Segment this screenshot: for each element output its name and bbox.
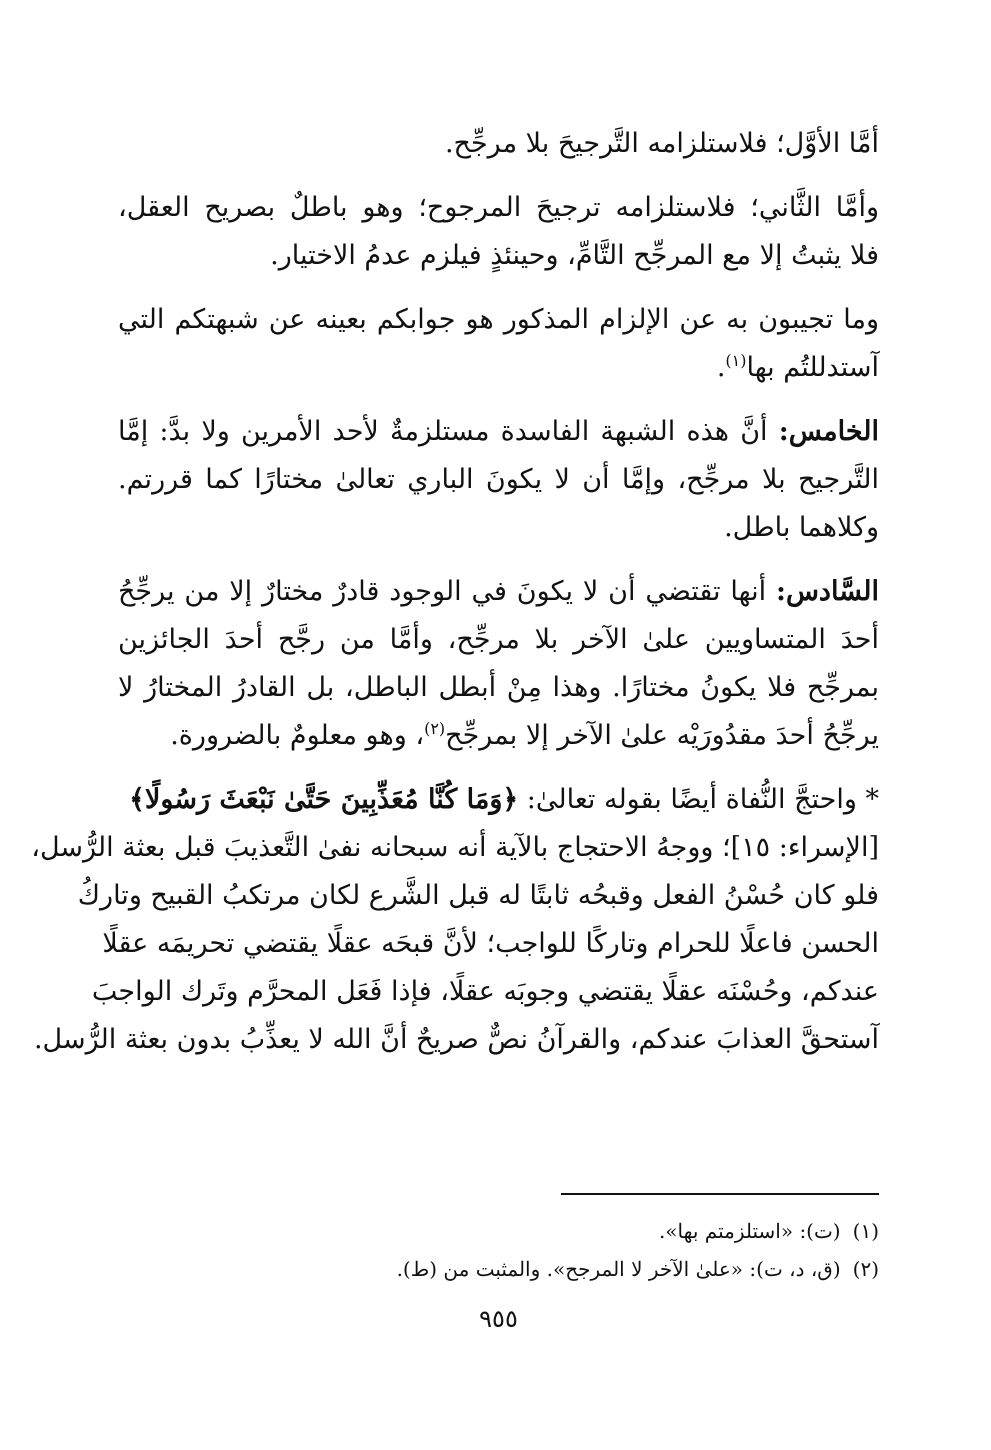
paragraph-3-line-2 — [118, 344, 879, 392]
paragraph-4-line-2: التَّرجيح بلا مرجِّح، وإمَّا أن لا يكونَ الباري تعالىٰ مختارًا كما قررتم. — [118, 464, 879, 495]
section-heading-sixth: السَّادس: — [776, 576, 879, 607]
paragraph-1-line-1: أمَّا الأوَّل؛ فلاستلزامه التَّرجيحَ بلا مرجِّح. — [444, 128, 879, 159]
footnote-ref-1[interactable]: (١) — [725, 351, 747, 370]
paragraph-3-tail: . — [716, 352, 726, 383]
paragraph-3-line-1: وما تجيبون به عن الإلزام المذكور هو جوابكم بعينه عن شبهتكم التي — [118, 304, 879, 335]
paragraph-5 — [118, 568, 879, 760]
paragraph-3 — [118, 296, 879, 392]
paragraph-4-line-3: وكلاهما باطل. — [724, 512, 879, 543]
paragraph-2-line-1: وأمَّا الثَّاني؛ فلاستلزامه ترجيحَ المرجوح؛ وهو باطلٌ بصريح العقل، — [118, 192, 879, 223]
paragraph-5-line-1-text: أنها تقتضي أن لا يكونَ في الوجود قادرٌ مختارٌ إلا من يرجِّحُ — [118, 576, 776, 607]
footnote-1-text: (ت): «استلزمتم بها». — [658, 1219, 841, 1243]
page-number: ٩٥٥ — [479, 1305, 518, 1333]
paragraph-4-line-1-text: أنَّ هذه الشبهة الفاسدة مستلزمةٌ لأحد الأمرين ولا بدَّ: إمَّا — [118, 416, 779, 447]
paragraph-6-line-3: فلو كان حُسْنُ الفعل وقبحُه ثابتًا له قبل الشَّرع لكان مرتكبُ القبيح وتاركُ — [77, 880, 879, 911]
paragraph-5-line-3: بمرجِّح فلا يكونُ مختارًا. وهذا مِنْ أبطل الباطل، بل القادرُ المختارُ لا — [118, 672, 879, 703]
paragraph-4 — [118, 408, 879, 552]
paragraph-5-line-1 — [118, 568, 879, 616]
footnote-ref-2[interactable]: (٢) — [424, 719, 446, 738]
paragraph-6-line-4: الحسن فاعلًا للحرام وتاركًا للواجب؛ لأنَّ قبحَه عقلًا يقتضي تحريمَه عقلًا — [102, 928, 879, 959]
footnote-2 — [118, 1250, 879, 1288]
footnote-divider — [561, 1193, 879, 1195]
paragraph-2-line-2: فلا يثبتُ إلا مع المرجِّح التَّامِّ، وحينئذٍ فيلزم عدمُ الاختيار. — [270, 240, 879, 271]
footnote-2-number: (٢) — [852, 1257, 879, 1281]
paragraph-6-line-6: آستحقَّ العذابَ عندكم، والقرآنُ نصٌّ صريحٌ أنَّ الله لا يعذِّبُ بدون بعثة الرُّسل. — [33, 1024, 879, 1055]
footnote-1-number: (١) — [852, 1219, 879, 1243]
paragraph-3-line-2-text: آستدللتُم بها — [746, 352, 879, 383]
footnote-1 — [118, 1212, 879, 1250]
paragraph-5-tail: ، وهو معلومٌ بالضرورة. — [170, 720, 425, 751]
quran-verse: ﴿وَمَا كُنَّا مُعَذِّبِينَ حَتَّىٰ نَبْعَثَ رَسُولًا﴾ — [129, 784, 519, 815]
paragraph-6-intro: * واحتجَّ النُّفاة أيضًا بقوله تعالىٰ: — [518, 784, 879, 815]
footnote-2-text: (ق، د، ت): «علىٰ الآخر لا المرجح». والمثبت من (ط). — [396, 1257, 841, 1281]
paragraph-5-line-4 — [118, 712, 879, 760]
paragraph-6-line-1 — [118, 776, 879, 824]
paragraph-2 — [118, 184, 879, 280]
paragraph-5-line-2: أحدَ المتساويين علىٰ الآخر بلا مرجِّح، وأمَّا من رجَّح أحدَ الجائزين — [118, 624, 879, 655]
page-body — [31, 120, 879, 1450]
footnotes — [118, 1212, 879, 1288]
paragraph-6 — [31, 776, 879, 1064]
paragraph-5-line-4-text: يرجِّحُ أحدَ مقدُورَيْه علىٰ الآخر إلا بمرجِّح — [445, 720, 879, 751]
paragraph-6-line-5: عندكم، وحُسْنَه عقلًا يقتضي وجوبَه عقلًا، فإذا فَعَل المحرَّم وتَرك الواجبَ — [91, 976, 879, 1007]
paragraph-4-line-1 — [118, 408, 879, 456]
section-heading-fifth: الخامس: — [778, 416, 879, 447]
paragraph-1 — [118, 120, 879, 168]
paragraph-6-line-2: [الإسراء: ١٥]؛ ووجهُ الاحتجاج بالآية أنه سبحانه نفىٰ التَّعذيبَ قبل بعثة الرُّسل، — [31, 832, 879, 863]
